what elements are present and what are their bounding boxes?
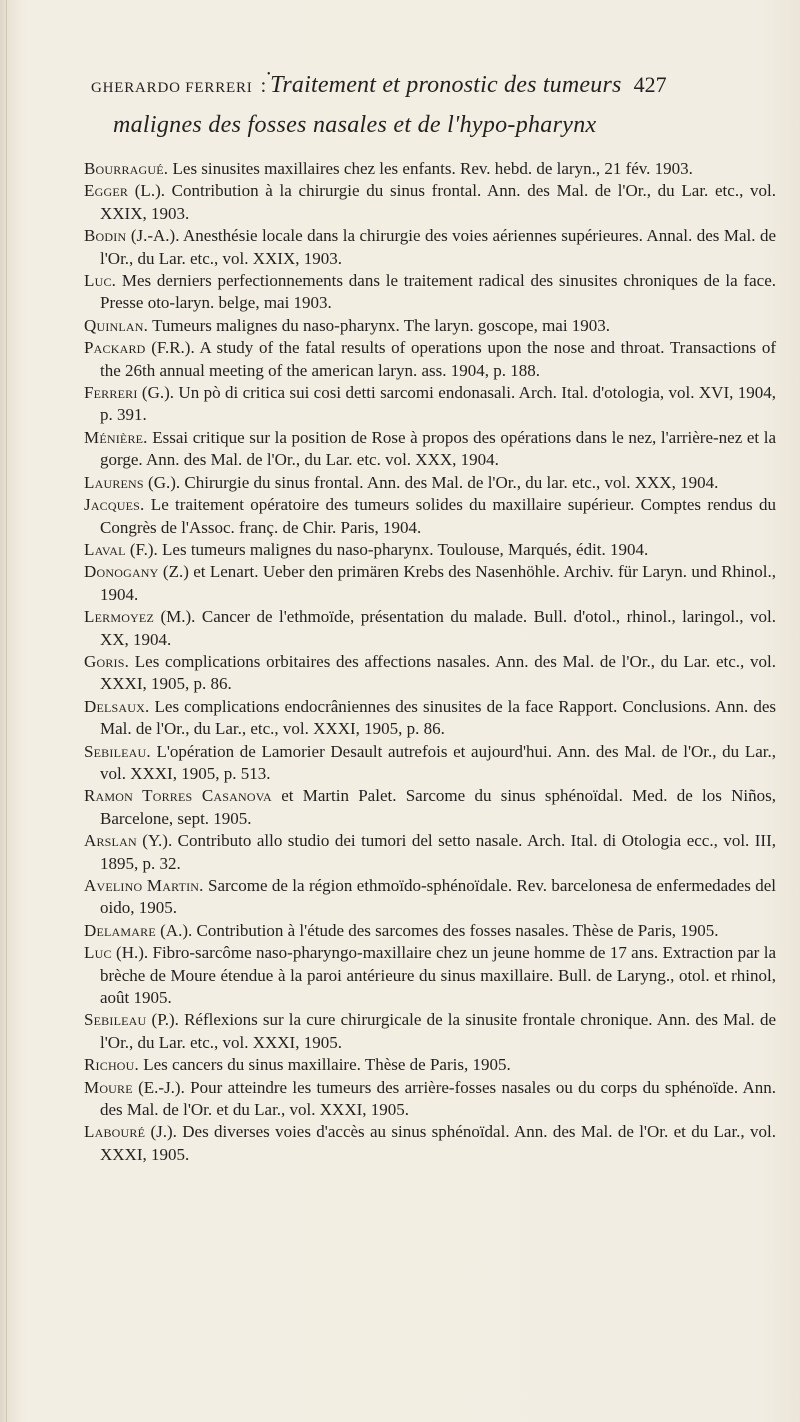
bibliography-entry xyxy=(84,1121,776,1166)
header-dot: • xyxy=(267,69,271,80)
bibliography-entry xyxy=(84,1054,776,1076)
bibliography-entry xyxy=(84,158,776,180)
bibliography-list xyxy=(84,158,776,1166)
bibliography-entry xyxy=(84,427,776,472)
entry-author: Donogany xyxy=(84,562,159,582)
bibliography-entry xyxy=(84,785,776,830)
entry-author: Richou. xyxy=(84,1055,139,1075)
header-author: GHERARDO FERRERI xyxy=(91,80,253,96)
entry-author: Luc. xyxy=(84,271,117,291)
header-title-line-1: Traitement et pronostic des tumeurs xyxy=(270,72,622,98)
entry-text: (G.). Un pò di critica sui cosi detti sarcomi endonasali. Arch. Ital. d'otologia, vol. XVI, 1904, p. 391. xyxy=(100,383,776,425)
bibliography-entry xyxy=(84,651,776,696)
entry-text: (M.). Cancer de l'ethmoïde, présentation du malade. Bull. d'otol., rhinol., laringol., vol. XX, 1904. xyxy=(100,607,776,649)
bibliography-entry xyxy=(84,1077,776,1122)
entry-author: Avelino Martin. xyxy=(84,876,204,895)
entry-author: Ferreri xyxy=(84,383,138,403)
bibliography-entry xyxy=(84,315,776,337)
header-separator: : xyxy=(260,75,267,97)
entry-text: Les complications orbitaires des affections nasales. Ann. des Mal. de l'Or., du Lar. etc., vol. XXXI, 1905, p. 86. xyxy=(100,651,776,694)
entry-text: (F.R.). A study of the fatal results of operations upon the nose and throat. Transactions of the 26th annual meeting of the american laryn. ass. 1904, p. 188. xyxy=(100,338,776,380)
header-line-1 xyxy=(60,69,667,99)
bibliography-entry xyxy=(84,830,776,875)
entry-author: Luc xyxy=(84,943,112,963)
entry-text: (Z.) et Lenart. Ueber den primären Krebs des Nasenhöhle. Archiv. für Laryn. und Rhinol., 1904. xyxy=(100,562,776,604)
entry-text: L'opération de Lamorier Desault autrefois et aujourd'hui. Ann. des Mal. de l'Or., du Lar., vol. XXXI, 1905, p. 513. xyxy=(100,741,776,783)
entry-author: Bourragué. xyxy=(84,159,169,178)
bibliography-entry xyxy=(84,382,776,427)
entry-author: Labouré xyxy=(84,1122,146,1142)
entry-author: Sebileau xyxy=(84,1010,147,1030)
bibliography-entry xyxy=(84,942,776,1009)
bibliography-entry xyxy=(84,472,776,494)
bibliography-entry xyxy=(84,494,776,539)
entry-author: Sebileau. xyxy=(84,741,151,761)
bibliography-entry xyxy=(84,561,776,606)
bibliography-entry xyxy=(84,606,776,651)
header-title-line-2: malignes des fosses nasales et de l'hypo-pharynx xyxy=(113,112,597,138)
entry-author: Bodin xyxy=(84,226,127,246)
entry-text: (L.). Contribution à la chirurgie du sinus frontal. Ann. des Mal. de l'Or., du Lar. etc., vol. XXIX, 1903. xyxy=(100,181,776,223)
page-number: 427 xyxy=(633,72,667,97)
bibliography-entry xyxy=(84,875,776,920)
entry-text: Mes derniers perfectionnements dans le traitement radical des sinusites chroniques de la face. Presse oto-laryn. belge, mai 1903. xyxy=(100,271,776,313)
bibliography-entry xyxy=(84,225,776,270)
entry-author: Egger xyxy=(84,181,129,201)
bibliography-entry xyxy=(84,539,776,561)
entry-text: (A.). Contribution à l'étude des sarcomes des fosses nasales. Thèse de Paris, 1905. xyxy=(155,920,719,940)
bibliography-entry xyxy=(84,337,776,382)
bibliography-entry xyxy=(84,1009,776,1054)
entry-author: Delsaux. xyxy=(84,696,150,716)
entry-text: Le traitement opératoire des tumeurs solides du maxillaire supérieur. Comptes rendus du Congrès de l'Assoc. franç. de Chir. Paris, 1904. xyxy=(100,495,776,537)
binding-edge xyxy=(6,0,7,1422)
entry-author: Ramon Torres Casanova xyxy=(84,786,272,806)
entry-author: Laval xyxy=(84,539,126,559)
entry-text: (F.). Les tumeurs malignes du naso-pharynx. Toulouse, Marqués, édit. 1904. xyxy=(125,539,649,559)
entry-author: Packard xyxy=(84,338,146,358)
entry-author: Lermoyez xyxy=(84,607,154,627)
entry-text: Les complications endocrâniennes des sinusites de la face Rapport. Conclusions. Ann. des Mal. de l'Or., du Lar., etc., vol. XXXI, 1905, p. 86. xyxy=(100,696,776,739)
entry-author: Quinlan. xyxy=(84,315,149,335)
entry-text: Sarcome de la région ethmoïdo-sphénoïdale. Rev. barcelonesa de enfermedades del oido, 1905. xyxy=(100,876,776,918)
entry-text: (J.). Des diverses voies d'accès au sinus sphénoïdal. Ann. des Mal. de l'Or. et du Lar., vol. XXXI, 1905. xyxy=(100,1122,776,1164)
bibliography-entry xyxy=(84,741,776,786)
entry-author: Laurens xyxy=(84,472,144,492)
bibliography-entry xyxy=(84,920,776,942)
entry-text: et Martin Palet. Sarcome du sinus sphénoïdal. Med. de los Niños, Barcelone, sept. 1905. xyxy=(100,786,776,828)
entry-author: Goris. xyxy=(84,651,130,671)
entry-author: Delamare xyxy=(84,920,156,940)
entry-text: (P.). Réflexions sur la cure chirurgicale de la sinusite frontale chronique. Ann. des Mal. de l'Or., du Lar. etc., vol. XXXI, 1905. xyxy=(100,1010,776,1052)
entry-text: Tumeurs malignes du naso-pharynx. The laryn. goscope, mai 1903. xyxy=(148,315,611,335)
bibliography-entry xyxy=(84,180,776,225)
entry-text: (E.-J.). Pour atteindre les tumeurs des arrière-fosses nasales ou du corps du sphénoïde. Ann. des Mal. de l'Or. et du Lar., vol. XXXI, 1905. xyxy=(100,1077,776,1120)
entry-text: Les cancers du sinus maxillaire. Thèse de Paris, 1905. xyxy=(139,1055,511,1075)
entry-author: Arslan xyxy=(84,831,137,851)
entry-text: Les sinusites maxillaires chez les enfants. Rev. hebd. de laryn., 21 fév. 1903. xyxy=(168,159,693,178)
entry-text: (H.). Fibro-sarcôme naso-pharyngo-maxillaire chez un jeune homme de 17 ans. Extraction par la brèche de Moure étendue à la paroi antérieure du sinus maxillaire. Bull. de Laryng., otol. et rhinol, août 1905. xyxy=(100,943,776,1008)
entry-text: Essai critique sur la position de Rose à propos des opérations dans le nez, l'arrière-nez et la gorge. Ann. des Mal. de l'Or., du Lar. etc. vol. XXX, 1904. xyxy=(100,427,776,470)
bibliography-entry xyxy=(84,270,776,315)
entry-text: (Y.). Contributo allo studio dei tumori del setto nasale. Arch. Ital. di Otologia ecc., vol. III, 1895, p. 32. xyxy=(100,831,776,873)
bibliography-entry xyxy=(84,696,776,741)
entry-author: Ménière. xyxy=(84,427,148,447)
entry-author: Jacques. xyxy=(84,495,145,515)
entry-text: (J.-A.). Anesthésie locale dans la chirurgie des voies aériennes supérieures. Annal. des Mal. de l'Or., du Lar. etc., vol. XXIX, 1903. xyxy=(100,226,776,268)
entry-author: Moure xyxy=(84,1077,133,1097)
entry-text: (G.). Chirurgie du sinus frontal. Ann. des Mal. de l'Or., du lar. etc., vol. XXX, 1904. xyxy=(143,472,719,492)
